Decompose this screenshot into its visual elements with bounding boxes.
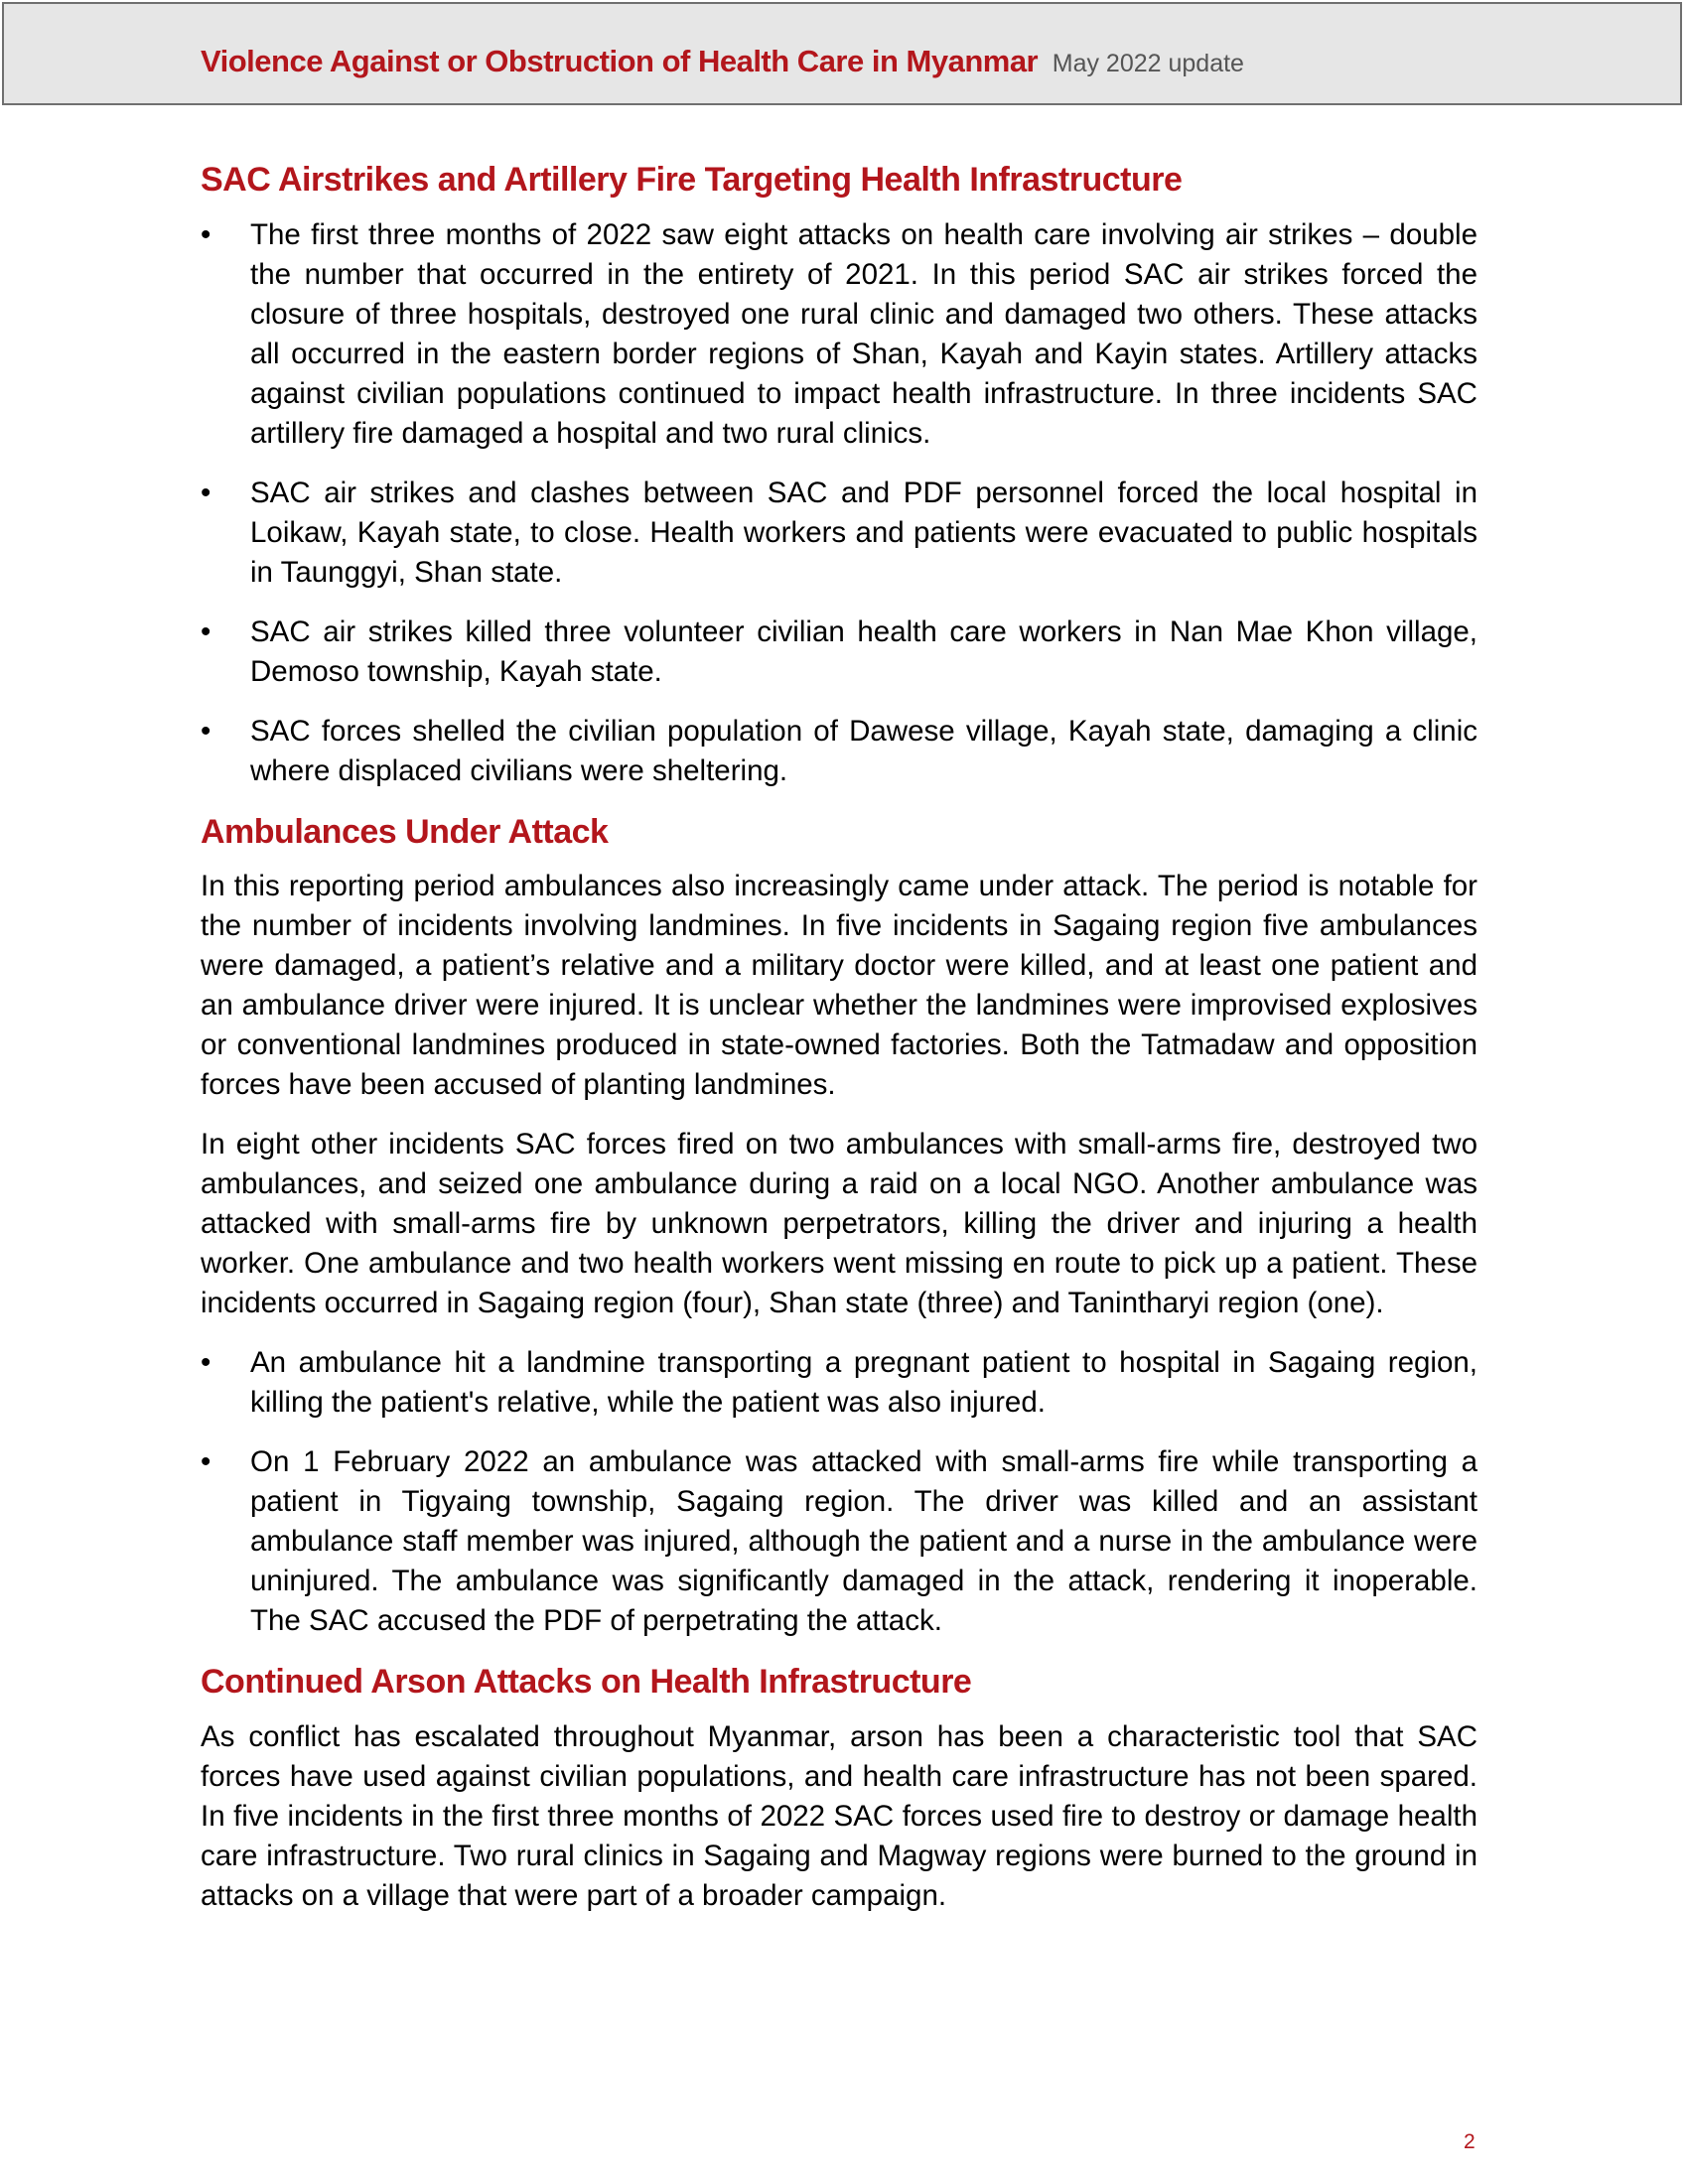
list-item-text: An ambulance hit a landmine transporting a pregnant patient to hospital in Sagaing region, killing the patient's relative, while the patient was also injured. xyxy=(250,1346,1477,1419)
list-item-text: SAC air strikes and clashes between SAC and PDF personnel forced the local hospital in Loikaw, Kayah state, to close. Health workers and patients were evacuated to public hospitals in Taunggyi, Shan state. xyxy=(250,476,1477,589)
bullet-icon: • xyxy=(201,1346,211,1379)
page-header xyxy=(2,2,1682,105)
bullet-icon: • xyxy=(201,476,211,509)
bullet-icon: • xyxy=(201,714,211,748)
list-item xyxy=(201,712,1477,791)
list-item-text: On 1 February 2022 an ambulance was attacked with small-arms fire while transporting a patient in Tigyaing township, Sagaing region. The driver was killed and an assistant ambulance staff member was injured, although the patient and a nurse in the ambulance were uninjured. The ambulance was significantly damaged in the attack, rendering it inoperable. The SAC accused the PDF of perpetrating the attack. xyxy=(250,1445,1477,1637)
bullet-icon: • xyxy=(201,614,211,648)
list-item xyxy=(201,215,1477,454)
section-airstrikes xyxy=(201,159,1477,791)
bullet-icon: • xyxy=(201,217,211,251)
report-date: May 2022 update xyxy=(1052,50,1244,77)
section-ambulances xyxy=(201,811,1477,1642)
list-item xyxy=(201,1442,1477,1641)
paragraph: In this reporting period ambulances also increasingly came under attack. The period is notable for the number of incidents involving landmines. In five incidents in Sagaing region five ambulances were damaged, a patient’s relative and a military doctor were killed, and at least one patient and an ambulance driver were injured. It is unclear whether the landmines were improvised explosives or conventional landmines produced in state-owned factories. Both the Tatmadaw and opposition forces have been accused of planting landmines. xyxy=(201,870,1477,1101)
header-title xyxy=(201,44,1244,79)
bullet-icon: • xyxy=(201,1445,211,1478)
list-item xyxy=(201,1343,1477,1423)
list-item xyxy=(201,613,1477,692)
section-heading: Ambulances Under Attack xyxy=(201,812,609,851)
list-item-text: SAC forces shelled the civilian population of Dawese village, Kayah state, damaging a clinic where displaced civilians were sheltering. xyxy=(250,714,1477,787)
section-arson xyxy=(201,1661,1477,1916)
list-item-text: The first three months of 2022 saw eight attacks on health care involving air strikes – double the number that occurred in the entirety of 2021. In this period SAC air strikes forced the closure of three hospitals, destroyed one rural clinic and damaged two others. These attacks all occurred in the eastern border regions of Shan, Kayah and Kayin states. Artillery attacks against civilian populations continued to impact health infrastructure. In three incidents SAC artillery fire damaged a hospital and two rural clinics. xyxy=(250,217,1477,450)
section-heading: Continued Arson Attacks on Health Infrastructure xyxy=(201,1663,972,1701)
list-item xyxy=(201,474,1477,593)
paragraph: In eight other incidents SAC forces fired on two ambulances with small-arms fire, destroyed two ambulances, and seized one ambulance during a raid on a local NGO. Another ambulance was attacked with small-arms fire by unknown perpetrators, killing the driver and injuring a health worker. One ambulance and two health workers went missing en route to pick up a patient. These incidents occurred in Sagaing region (four), Shan state (three) and Tanintharyi region (one). xyxy=(201,1128,1477,1319)
section-heading: SAC Airstrikes and Artillery Fire Targeting Health Infrastructure xyxy=(201,161,1183,199)
bullet-list xyxy=(201,1343,1477,1641)
report-title: Violence Against or Obstruction of Health Care in Myanmar xyxy=(201,44,1039,78)
paragraph: As conflict has escalated throughout Myanmar, arson has been a characteristic tool that SAC forces have used against civilian populations, and health care infrastructure has not been spared. In five incidents in the first three months of 2022 SAC forces used fire to destroy or damage health care infrastructure. Two rural clinics in Sagaing and Magway regions were burned to the ground in attacks on a village that were part of a broader campaign. xyxy=(201,1719,1477,1912)
list-item-text: SAC air strikes killed three volunteer civilian health care workers in Nan Mae Khon village, Demoso township, Kayah state. xyxy=(250,614,1477,688)
bullet-list xyxy=(201,215,1477,791)
document-body xyxy=(201,159,1477,1936)
page-number: 2 xyxy=(1464,2130,1476,2153)
